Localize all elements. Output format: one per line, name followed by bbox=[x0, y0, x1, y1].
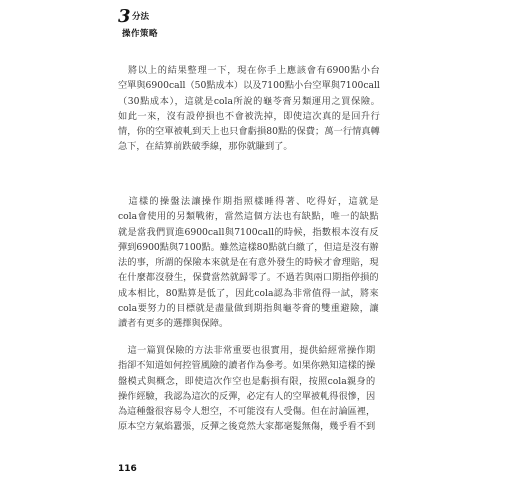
text-line: 這樣的操盤法讓操作期指照樣睡得著、吃得好，這就是 bbox=[118, 196, 379, 207]
text-line: 法的事，所謂的保險本來就是在有意外發生的時候才會理賠，現 bbox=[118, 257, 379, 269]
text-line: 操作經驗，我認為這次的反彈，必定有人的空單被軋得很慘，因 bbox=[118, 390, 376, 402]
text-line: cola要努力的目標就是盡量做到期指與龜苓膏的雙重避險，讓 bbox=[118, 303, 379, 315]
text-line: （30點成本），這就是cola所說的龜苓膏另類運用之買保險。 bbox=[118, 95, 380, 107]
text-line: 彈到6900點與7100點。雖然這樣80點就白繳了，但這是沒有辦 bbox=[118, 241, 379, 253]
text-line: 成本相比，80點算是低了，因此cola認為非常值得一試，將來 bbox=[118, 287, 379, 299]
paragraph-2 bbox=[118, 194, 379, 332]
text-line: 如此一來，沒有設停損也不會被洗掉，即使這次真的是回升行 bbox=[118, 110, 380, 122]
text-line: 這一篇買保險的方法非常重要也很實用，提供給經常操作期 bbox=[118, 345, 376, 356]
text-line: 在什麼都沒發生，保費當然就歸零了。不過若與兩口期指停損的 bbox=[118, 272, 379, 284]
text-line: 為這種盤很容易令人想空，不可能沒有人受傷。但在討論區裡， bbox=[118, 406, 376, 418]
paragraph-1 bbox=[118, 63, 380, 155]
page-number: 116 bbox=[118, 464, 137, 474]
text-line: 就是當我們買進6900call與7100call的時候，指數根本沒有反 bbox=[118, 226, 379, 238]
chapter-number: 3 bbox=[118, 6, 131, 27]
text-line: 空單與6900call（50點成本）以及7100點小台空單與7100call bbox=[118, 80, 380, 92]
text-line: 急下，在結算前跌破季線，那你就賺到了。 bbox=[118, 141, 293, 153]
text-line: 盤模式與概念，即使這次作空也是虧損有限，按照cola親身的 bbox=[118, 375, 376, 387]
text-line: 指卻不知道如何控管風險的讀者作為參考。如果你熟知這樣的操 bbox=[118, 360, 376, 372]
text-line: 原本空方氣焰囂張，反彈之後竟然大家都毫髮無傷，幾乎看不到 bbox=[118, 421, 376, 433]
text-line: 讀者有更多的選擇與保障。 bbox=[118, 318, 229, 330]
text-line: 情，你的空單被軋到天上也只會虧損80點的保費；萬一行情真轉 bbox=[118, 126, 380, 138]
chapter-title-line2: 操作策略 bbox=[122, 29, 159, 39]
text-line: 將以上的結果整理一下，現在你手上應該會有6900點小台 bbox=[118, 65, 380, 76]
paragraph-3 bbox=[118, 343, 375, 435]
chapter-header bbox=[118, 8, 162, 44]
text-line: cola會使用的另類戰術，當然這個方法也有缺點，唯一的缺點 bbox=[118, 211, 379, 223]
chapter-title-line1: 分法 bbox=[132, 12, 150, 22]
